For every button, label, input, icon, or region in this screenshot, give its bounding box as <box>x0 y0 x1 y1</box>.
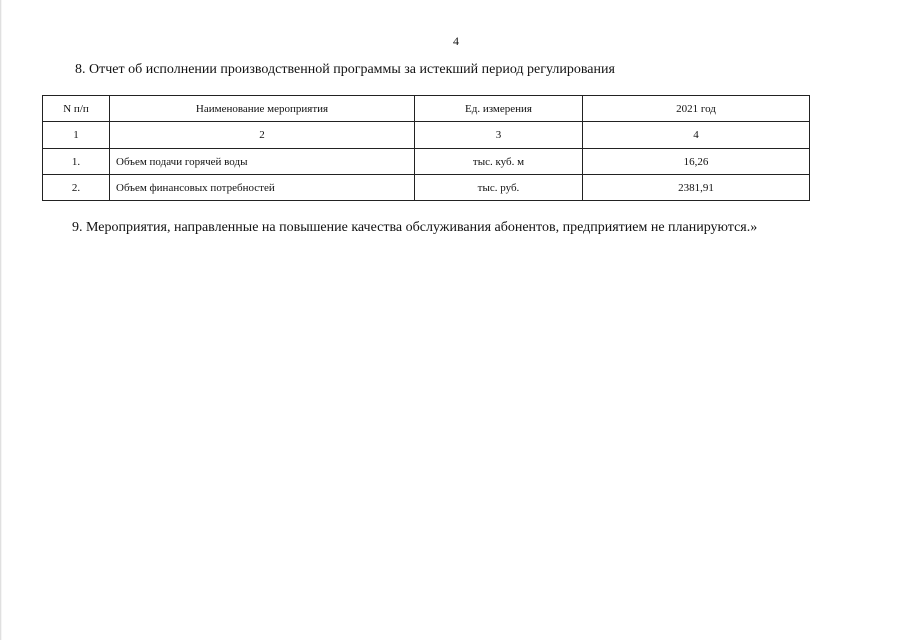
row-name-cell: Объем финансовых потребностей <box>110 175 415 201</box>
index-cell-3: 3 <box>415 122 583 149</box>
row-value-cell: 2381,91 <box>583 175 810 201</box>
production-program-report-table <box>42 95 810 201</box>
table-index-row <box>43 122 810 149</box>
row-unit-cell: тыс. куб. м <box>415 149 583 175</box>
row-name-cell: Объем подачи горячей воды <box>110 149 415 175</box>
header-cell-unit: Ед. измерения <box>415 96 583 122</box>
section-9-text: 9. Мероприятия, направленные на повышение качества обслуживания абонентов, предприятием не планируются.» <box>72 220 758 235</box>
header-cell-name: Наименование мероприятия <box>110 96 415 122</box>
index-cell-1: 1 <box>43 122 110 149</box>
table-row <box>43 149 810 175</box>
row-number-cell: 2. <box>43 175 110 201</box>
header-cell-year: 2021 год <box>583 96 810 122</box>
table-row <box>43 175 810 201</box>
table-header-row <box>43 96 810 122</box>
page-number: 4 <box>453 34 459 48</box>
index-cell-4: 4 <box>583 122 810 149</box>
row-number-cell: 1. <box>43 149 110 175</box>
row-unit-cell: тыс. руб. <box>415 175 583 201</box>
index-cell-2: 2 <box>110 122 415 149</box>
header-cell-number: N п/п <box>43 96 110 122</box>
row-value-cell: 16,26 <box>583 149 810 175</box>
scan-edge-shadow <box>0 0 2 640</box>
section-8-heading: 8. Отчет об исполнении производственной программы за истекший период регулирования <box>75 62 615 77</box>
